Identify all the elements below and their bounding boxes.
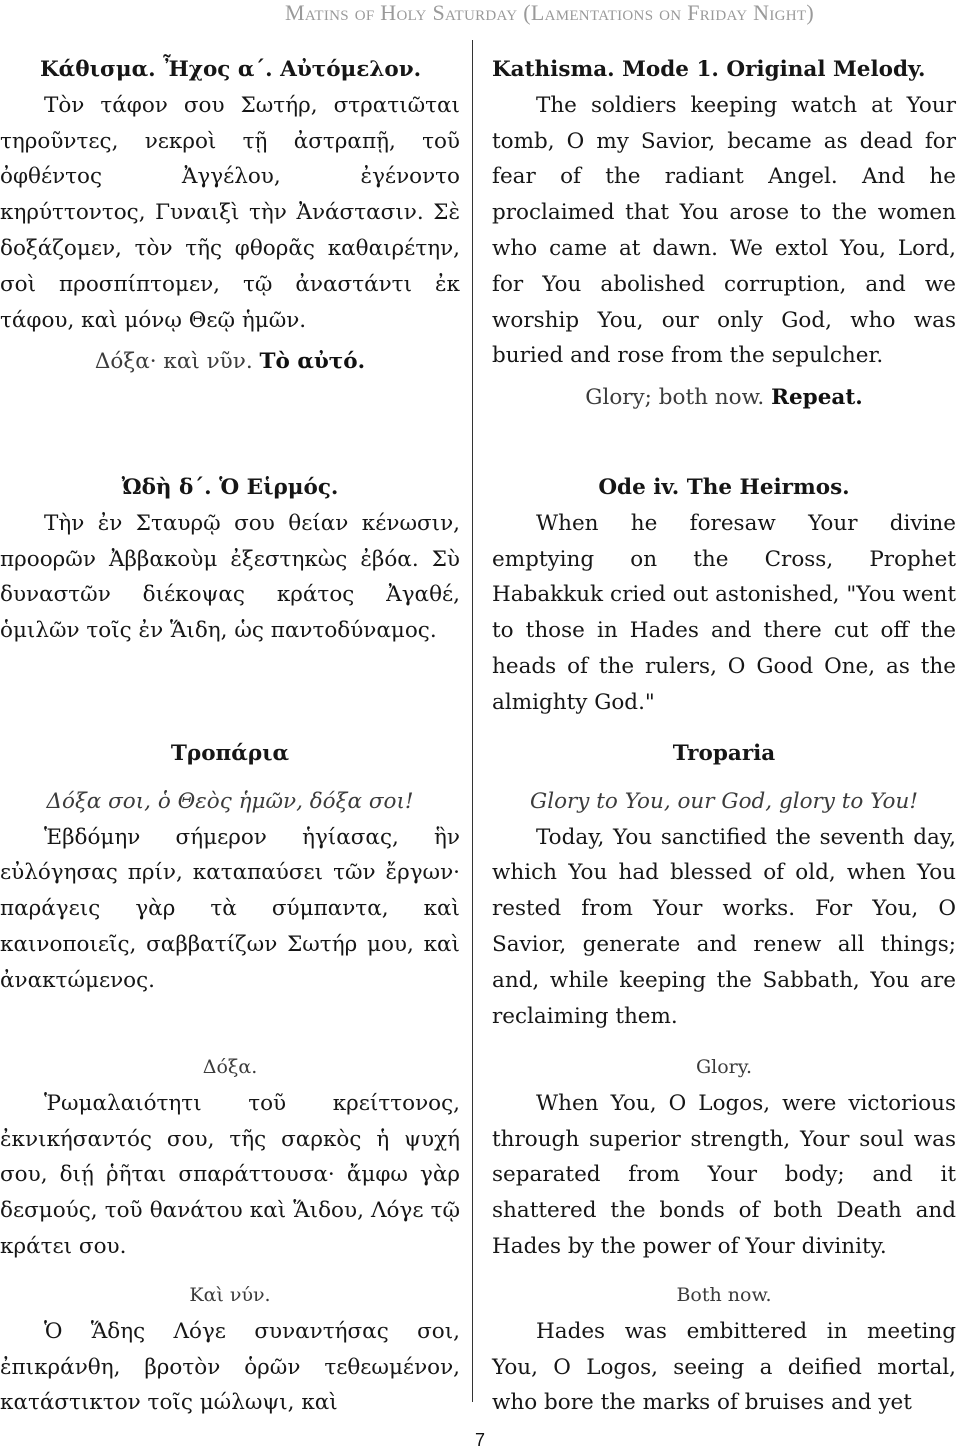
greek-ode-block bbox=[0, 470, 460, 649]
greek-repeat-label: Τὸ αὐτό. bbox=[259, 349, 366, 375]
english-glory-text: When You, O Logos, were victorious through superior strength, Your soul was separated from Your body; and it shattered the bonds of both Death and Hades by the power of Your divinity. bbox=[492, 1090, 956, 1259]
english-kathisma-glory bbox=[492, 380, 956, 416]
greek-both-now-heading: Καὶ νύν. bbox=[189, 1284, 271, 1306]
english-ode-title: Ode iv. The Heirmos. bbox=[598, 475, 850, 500]
english-glory-heading: Glory. bbox=[695, 1056, 753, 1078]
english-both-now-block bbox=[492, 1278, 956, 1421]
english-troparia-title: Troparia bbox=[672, 741, 776, 766]
greek-troparion-text: Ἑβδόμην σήμερον ἡγίασας, ἣν εὐλόγησας πρίν, καταπαύσει τῶν ἔργων· παράγεις γὰρ τὰ σύμπαντα, καὶ καινοποιεῖς, σαββατίζων Σωτήρ μου, καὶ ἀνακτώμενος. bbox=[0, 824, 460, 993]
greek-refrain: Δόξα σοι, ὁ Θεὸς ἡμῶν, δόξα σοι! bbox=[46, 788, 414, 814]
english-kathisma-block bbox=[492, 52, 956, 416]
greek-ode-title: Ὠδὴ δ΄. Ὁ Εἱρμός. bbox=[121, 475, 339, 500]
english-troparion-text: Today, You sanctified the seventh day, which You had blessed of old, when You rested from Your works. For You, O Savior, generate and renew all things; and, while keeping the Sabbath, You are reclaiming them. bbox=[492, 824, 956, 1029]
greek-both-now-text: Ὁ Ἅδης Λόγε συναντήσας σοι, ἐπικράνθη, βροτὸν ὁρῶν τεθεωμένον, κατάστικτον τοῖς μώλωψι, καὶ bbox=[0, 1318, 460, 1416]
greek-kathisma-text: Τὸν τάφον σου Σωτήρ, στρατιῶται τηροῦντες, νεκροὶ τῇ ἀστραπῇ, τοῦ ὀφθέντος Ἀγγέλου, ἐγένοντο κηρύττοντος, Γυναιξὶ τὴν Ἀνάστασιν. Σὲ δοξάζομεν, τὸν τῆς φθορᾶς καθαιρέτην, σοὶ προσπίπτομεν, τῷ ἀναστάντι ἐκ τάφου, καὶ μόνῳ Θεῷ ἡμῶν. bbox=[0, 92, 460, 333]
greek-both-now-block bbox=[0, 1278, 460, 1421]
english-kathisma-title: Kathisma. Mode 1. Original Melody. bbox=[492, 57, 926, 82]
english-troparia-block bbox=[492, 736, 956, 1034]
greek-troparia-title: Τροπάρια bbox=[170, 741, 290, 766]
greek-troparia-block bbox=[0, 736, 460, 999]
column-divider bbox=[472, 40, 473, 1402]
english-both-now-heading: Both now. bbox=[676, 1284, 772, 1306]
greek-kathisma-title: Κάθισμα. Ἦχος α΄. Αὐτόμελον. bbox=[40, 57, 422, 82]
english-ode-block bbox=[492, 470, 956, 721]
english-refrain: Glory to You, our God, glory to You! bbox=[530, 788, 918, 814]
english-glory-block bbox=[492, 1050, 956, 1265]
page-number: 7 bbox=[474, 1430, 485, 1450]
running-title: Matins of Holy Saturday (Lamentations on Friday Night) bbox=[285, 0, 814, 25]
greek-glory-text: Ῥωμαλαιότητι τοῦ κρείττονος, ἐκνικήσαντός σου, τῆς σαρκὸς ἡ ψυχή σου, διῄ ῥῆται σπαράττουσα· ἄμφω γὰρ δεσμούς, τοῦ θανάτου καὶ Ἅιδου, Λόγε τῷ κράτει σου. bbox=[0, 1090, 460, 1259]
english-repeat-label: Repeat. bbox=[771, 385, 863, 411]
greek-kathisma-block bbox=[0, 52, 460, 380]
greek-glory-heading: Δόξα. bbox=[202, 1056, 258, 1078]
greek-kathisma-glory bbox=[0, 344, 460, 380]
greek-glory-block bbox=[0, 1050, 460, 1265]
english-glory-label: Glory; both now. bbox=[585, 385, 765, 411]
english-both-now-text: Hades was embittered in meeting You, O Logos, seeing a deified mortal, who bore the marks of bruises and yet bbox=[492, 1318, 956, 1416]
greek-glory-label: Δόξα· καὶ νῦν. bbox=[94, 349, 253, 375]
english-ode-text: When he foresaw Your divine emptying on the Cross, Prophet Habakkuk cried out astonished, "You went to those in Hades and there cut off the heads of the rulers, O Good One, as the almighty God." bbox=[492, 510, 956, 715]
greek-ode-text: Τὴν ἐν Σταυρῷ σου θείαν κένωσιν, προορῶν Ἀββακοὺμ ἐξεστηκὼς ἐβόα. Σὺ δυναστῶν διέκοψας κράτος Ἀγαθέ, ὁμιλῶν τοῖς ἐν Ἅιδη, ὡς παντοδύναμος. bbox=[0, 510, 460, 644]
running-header bbox=[0, 0, 960, 26]
english-kathisma-text: The soldiers keeping watch at Your tomb, O my Savior, became as dead for fear of the radiant Angel. And he proclaimed that You arose to the women who came at dawn. We extol You, Lord, for You abolished corruption, and we worship You, our only God, who was buried and rose from the sepulcher. bbox=[492, 92, 956, 369]
